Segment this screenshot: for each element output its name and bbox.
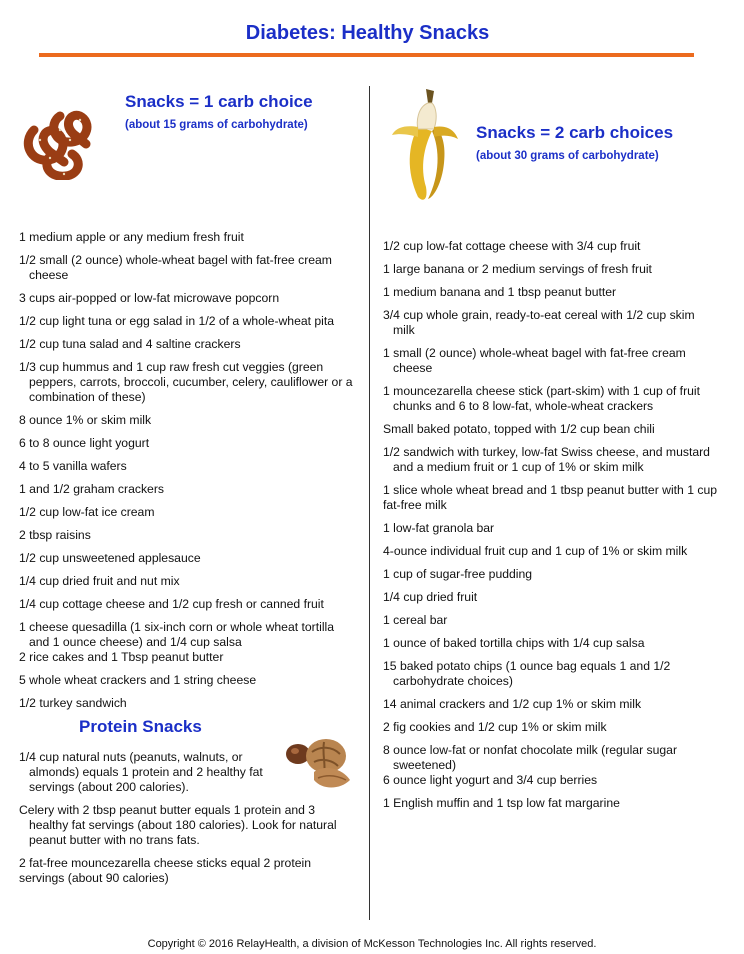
two-carb-heading-block — [476, 123, 673, 162]
list-item: Celery with 2 tbsp peanut butter equals 1 protein and 3 healthy fat servings (about 180 calories). Look for natural peanut butter with no trans fats. — [19, 803, 337, 847]
list-item: 14 animal crackers and 1/2 cup 1% or skim milk — [383, 697, 642, 711]
list-item: 8 ounce 1% or skim milk — [19, 413, 152, 427]
list-item: 3/4 cup whole grain, ready-to-eat cereal with 1/2 cup skim milk — [383, 308, 695, 337]
banana-image — [388, 87, 460, 205]
list-item: 4-ounce individual fruit cup and 1 cup of 1% or skim milk — [383, 544, 688, 558]
list-item: 1/2 cup unsweetened applesauce — [19, 551, 201, 565]
list-item: 1/2 sandwich with turkey, low-fat Swiss cheese, and mustard and a medium fruit or 1 cup of 1% or skim milk — [383, 445, 710, 474]
list-item: 1 ounce of baked tortilla chips with 1/4 cup salsa — [383, 636, 645, 650]
one-carb-heading-block — [125, 92, 313, 131]
pretzels-image — [20, 100, 98, 180]
list-item: 1/4 cup natural nuts (peanuts, walnuts, or almonds) equals 1 protein and 2 healthy fat servings (about 200 calories). — [19, 750, 263, 794]
protein-heading-block — [79, 717, 202, 737]
list-item: 8 ounce low-fat or nonfat chocolate milk (regular sugar sweetened) — [383, 743, 678, 772]
list-item: 4 to 5 vanilla wafers — [19, 459, 127, 473]
list-item: 1 medium banana and 1 tbsp peanut butter — [383, 285, 617, 299]
list-item: 1/2 cup low-fat ice cream — [19, 505, 155, 519]
list-item: 6 to 8 ounce light yogurt — [19, 436, 150, 450]
list-item: 2 rice cakes and 1 Tbsp peanut butter — [19, 650, 224, 664]
list-item: 5 whole wheat crackers and 1 string cheese — [19, 673, 257, 687]
list-item: 1/4 cup dried fruit — [383, 590, 478, 604]
one-carb-list — [19, 230, 357, 711]
list-item: 1 cheese quesadilla (1 six-inch corn or whole wheat tortilla and 1 ounce cheese) and 1/4 cup salsa — [19, 620, 335, 649]
list-item: 3 cups air-popped or low-fat microwave popcorn — [19, 291, 280, 305]
protein-list — [19, 750, 359, 886]
two-carb-subheading: (about 30 grams of carbohydrate) — [476, 150, 659, 162]
list-item: 1 cereal bar — [383, 613, 448, 627]
list-item: 1/2 small (2 ounce) whole-wheat bagel with fat-free cream cheese — [19, 253, 332, 282]
protein-heading: Protein Snacks — [79, 717, 202, 736]
list-item: 1/4 cup cottage cheese and 1/2 cup fresh or canned fruit — [19, 597, 324, 611]
list-item: Small baked potato, topped with 1/2 cup bean chili — [383, 422, 655, 436]
list-item: 1 mouncezarella cheese stick (part-skim) with 1 cup of fruit chunks and 6 to 8 low-fat, whole-wheat crackers — [383, 384, 700, 413]
list-item: 1 and 1/2 graham crackers — [19, 482, 164, 496]
list-item: 2 tbsp raisins — [19, 528, 91, 542]
list-item: 1 small (2 ounce) whole-wheat bagel with fat-free cream cheese — [383, 346, 686, 375]
list-item: 1/2 turkey sandwich — [19, 696, 127, 710]
list-item: 1/2 cup low-fat cottage cheese with 3/4 cup fruit — [383, 239, 641, 253]
list-item: 1 cup of sugar-free pudding — [383, 567, 533, 581]
list-item: 1/2 cup tuna salad and 4 saltine crackers — [19, 337, 241, 351]
two-carb-list — [383, 239, 719, 811]
list-item: 1 low-fat granola bar — [383, 521, 495, 535]
list-item: 1 English muffin and 1 tsp low fat margarine — [383, 796, 620, 810]
list-item: 1 medium apple or any medium fresh fruit — [19, 230, 244, 244]
copyright-footer: Copyright © 2016 RelayHealth, a division of McKesson Technologies Inc. All rights reserved. — [147, 938, 597, 950]
title-rule — [39, 53, 694, 57]
list-item: 1/3 cup hummus and 1 cup raw fresh cut veggies (green peppers, carrots, broccoli, cucumber, celery, cauliflower or a combination of these) — [19, 360, 353, 404]
list-item: 1 slice whole wheat bread and 1 tbsp peanut butter with 1 cup fat-free milk — [383, 483, 718, 512]
two-carb-heading: Snacks = 2 carb choices — [476, 123, 674, 142]
column-divider — [369, 86, 370, 920]
one-carb-heading: Snacks = 1 carb choice — [125, 92, 313, 111]
list-item: 1/4 cup dried fruit and nut mix — [19, 574, 180, 588]
list-item: 2 fig cookies and 1/2 cup 1% or skim milk — [383, 720, 607, 734]
list-item: 6 ounce light yogurt and 3/4 cup berries — [383, 773, 598, 787]
list-item: 1 large banana or 2 medium servings of fresh fruit — [383, 262, 652, 276]
list-item: 15 baked potato chips (1 ounce bag equals 1 and 1/2 carbohydrate choices) — [383, 659, 671, 688]
one-carb-subheading: (about 15 grams of carbohydrate) — [125, 119, 308, 131]
list-item: 1/2 cup light tuna or egg salad in 1/2 of a whole-wheat pita — [19, 314, 335, 328]
list-item: 2 fat-free mouncezarella cheese sticks equal 2 protein servings (about 90 calories) — [19, 856, 311, 885]
page-title: Diabetes: Healthy Snacks — [245, 22, 490, 44]
